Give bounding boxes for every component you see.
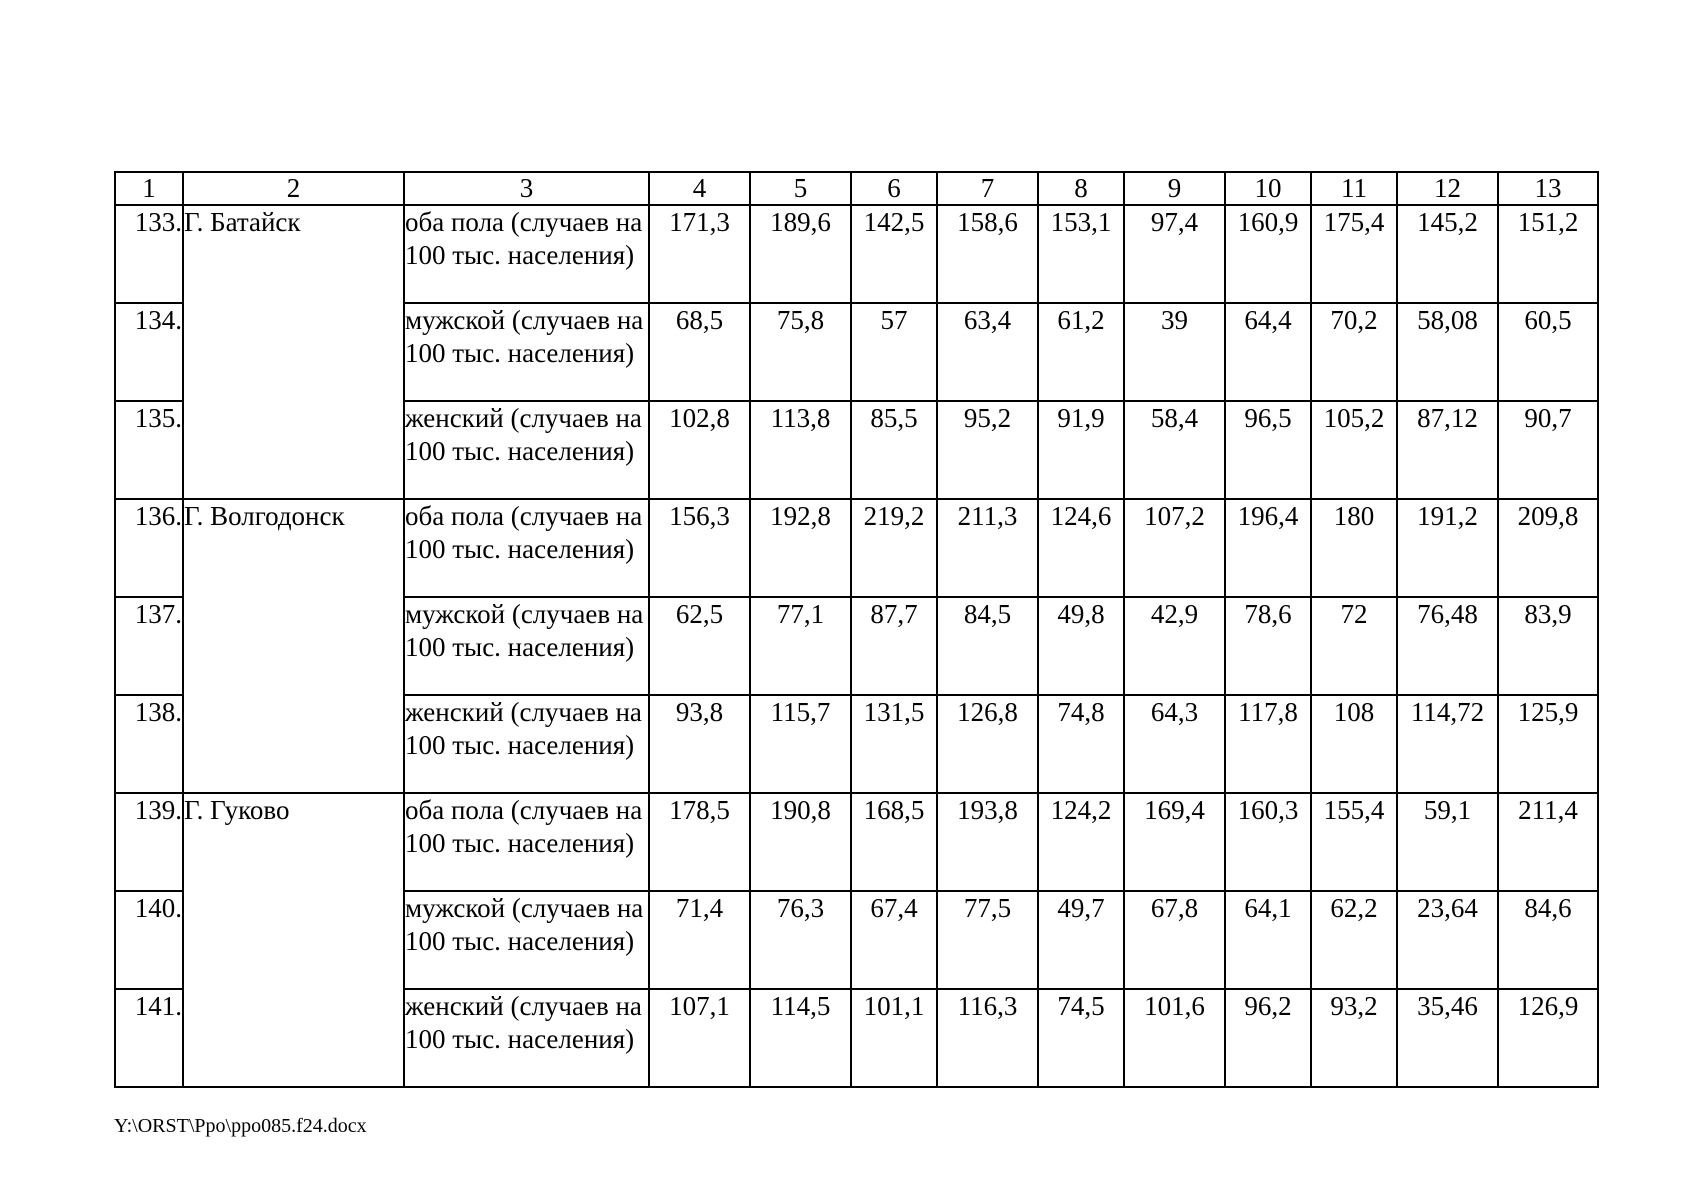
value-cell: 75,8 [750, 303, 851, 401]
header-cell: 7 [937, 172, 1038, 205]
value-cell: 97,4 [1124, 205, 1225, 303]
value-cell: 175,4 [1311, 205, 1397, 303]
value-cell: 84,5 [937, 597, 1038, 695]
value-cell: 84,6 [1498, 891, 1598, 989]
value-cell: 78,6 [1225, 597, 1311, 695]
row-number: 133. [115, 205, 183, 303]
value-cell: 114,5 [750, 989, 851, 1087]
value-cell: 93,8 [649, 695, 750, 793]
value-cell: 169,4 [1124, 793, 1225, 891]
value-cell: 211,3 [937, 499, 1038, 597]
value-cell: 74,8 [1038, 695, 1124, 793]
table-header [115, 172, 1598, 205]
metric-label: мужской (случаев на 100 тыс. населения) [404, 303, 649, 401]
value-cell: 91,9 [1038, 401, 1124, 499]
metric-label: оба пола (случаев на 100 тыс. населения) [404, 205, 649, 303]
value-cell: 96,5 [1225, 401, 1311, 499]
value-cell: 209,8 [1498, 499, 1598, 597]
value-cell: 126,9 [1498, 989, 1598, 1087]
value-cell: 108 [1311, 695, 1397, 793]
value-cell: 49,7 [1038, 891, 1124, 989]
value-cell: 153,1 [1038, 205, 1124, 303]
value-cell: 189,6 [750, 205, 851, 303]
row-number: 140. [115, 891, 183, 989]
value-cell: 160,3 [1225, 793, 1311, 891]
value-cell: 42,9 [1124, 597, 1225, 695]
value-cell: 77,5 [937, 891, 1038, 989]
value-cell: 87,7 [851, 597, 937, 695]
value-cell: 145,2 [1397, 205, 1498, 303]
metric-label: оба пола (случаев на 100 тыс. населения) [404, 793, 649, 891]
value-cell: 180 [1311, 499, 1397, 597]
header-cell: 6 [851, 172, 937, 205]
value-cell: 158,6 [937, 205, 1038, 303]
city-name: Г. Гуково [183, 793, 404, 1087]
value-cell: 71,4 [649, 891, 750, 989]
value-cell: 193,8 [937, 793, 1038, 891]
value-cell: 49,8 [1038, 597, 1124, 695]
value-cell: 125,9 [1498, 695, 1598, 793]
value-cell: 101,6 [1124, 989, 1225, 1087]
header-cell: 9 [1124, 172, 1225, 205]
header-cell: 5 [750, 172, 851, 205]
value-cell: 105,2 [1311, 401, 1397, 499]
value-cell: 142,5 [851, 205, 937, 303]
value-cell: 113,8 [750, 401, 851, 499]
value-cell: 151,2 [1498, 205, 1598, 303]
table-row [115, 499, 1598, 597]
value-cell: 64,4 [1225, 303, 1311, 401]
metric-label: женский (случаев на 100 тыс. населения) [404, 695, 649, 793]
value-cell: 72 [1311, 597, 1397, 695]
value-cell: 68,5 [649, 303, 750, 401]
file-path-footer: Y:\ORST\Ppo\ppo085.f24.docx [114, 1115, 367, 1137]
value-cell: 85,5 [851, 401, 937, 499]
value-cell: 74,5 [1038, 989, 1124, 1087]
row-number: 141. [115, 989, 183, 1087]
value-cell: 87,12 [1397, 401, 1498, 499]
table-row [115, 793, 1598, 891]
header-cell: 10 [1225, 172, 1311, 205]
value-cell: 116,3 [937, 989, 1038, 1087]
value-cell: 191,2 [1397, 499, 1498, 597]
value-cell: 171,3 [649, 205, 750, 303]
value-cell: 35,46 [1397, 989, 1498, 1087]
value-cell: 83,9 [1498, 597, 1598, 695]
value-cell: 107,1 [649, 989, 750, 1087]
value-cell: 115,7 [750, 695, 851, 793]
value-cell: 23,64 [1397, 891, 1498, 989]
metric-label: мужской (случаев на 100 тыс. населения) [404, 891, 649, 989]
value-cell: 102,8 [649, 401, 750, 499]
value-cell: 77,1 [750, 597, 851, 695]
value-cell: 117,8 [1225, 695, 1311, 793]
value-cell: 76,3 [750, 891, 851, 989]
header-row [115, 172, 1598, 205]
header-cell: 2 [183, 172, 404, 205]
row-number: 134. [115, 303, 183, 401]
header-cell: 13 [1498, 172, 1598, 205]
value-cell: 60,5 [1498, 303, 1598, 401]
value-cell: 131,5 [851, 695, 937, 793]
value-cell: 211,4 [1498, 793, 1598, 891]
value-cell: 58,08 [1397, 303, 1498, 401]
header-cell: 11 [1311, 172, 1397, 205]
row-number: 138. [115, 695, 183, 793]
value-cell: 124,2 [1038, 793, 1124, 891]
row-number: 139. [115, 793, 183, 891]
value-cell: 192,8 [750, 499, 851, 597]
header-cell: 4 [649, 172, 750, 205]
table-row [115, 205, 1598, 303]
value-cell: 76,48 [1397, 597, 1498, 695]
value-cell: 95,2 [937, 401, 1038, 499]
value-cell: 62,5 [649, 597, 750, 695]
value-cell: 67,4 [851, 891, 937, 989]
value-cell: 190,8 [750, 793, 851, 891]
row-number: 136. [115, 499, 183, 597]
value-cell: 168,5 [851, 793, 937, 891]
city-name: Г. Волгодонск [183, 499, 404, 793]
value-cell: 178,5 [649, 793, 750, 891]
value-cell: 70,2 [1311, 303, 1397, 401]
value-cell: 64,3 [1124, 695, 1225, 793]
value-cell: 57 [851, 303, 937, 401]
row-number: 135. [115, 401, 183, 499]
value-cell: 63,4 [937, 303, 1038, 401]
value-cell: 64,1 [1225, 891, 1311, 989]
value-cell: 96,2 [1225, 989, 1311, 1087]
value-cell: 90,7 [1498, 401, 1598, 499]
value-cell: 126,8 [937, 695, 1038, 793]
value-cell: 107,2 [1124, 499, 1225, 597]
value-cell: 58,4 [1124, 401, 1225, 499]
value-cell: 196,4 [1225, 499, 1311, 597]
value-cell: 93,2 [1311, 989, 1397, 1087]
value-cell: 114,72 [1397, 695, 1498, 793]
header-cell: 3 [404, 172, 649, 205]
value-cell: 59,1 [1397, 793, 1498, 891]
value-cell: 62,2 [1311, 891, 1397, 989]
value-cell: 160,9 [1225, 205, 1311, 303]
metric-label: женский (случаев на 100 тыс. населения) [404, 989, 649, 1087]
city-name: Г. Батайск [183, 205, 404, 499]
value-cell: 39 [1124, 303, 1225, 401]
value-cell: 124,6 [1038, 499, 1124, 597]
metric-label: женский (случаев на 100 тыс. населения) [404, 401, 649, 499]
value-cell: 219,2 [851, 499, 937, 597]
metric-label: мужской (случаев на 100 тыс. населения) [404, 597, 649, 695]
header-cell: 1 [115, 172, 183, 205]
header-cell: 12 [1397, 172, 1498, 205]
value-cell: 67,8 [1124, 891, 1225, 989]
table-body [115, 205, 1598, 1087]
value-cell: 101,1 [851, 989, 937, 1087]
value-cell: 155,4 [1311, 793, 1397, 891]
statistics-table [114, 171, 1599, 1088]
value-cell: 61,2 [1038, 303, 1124, 401]
metric-label: оба пола (случаев на 100 тыс. населения) [404, 499, 649, 597]
value-cell: 156,3 [649, 499, 750, 597]
row-number: 137. [115, 597, 183, 695]
header-cell: 8 [1038, 172, 1124, 205]
